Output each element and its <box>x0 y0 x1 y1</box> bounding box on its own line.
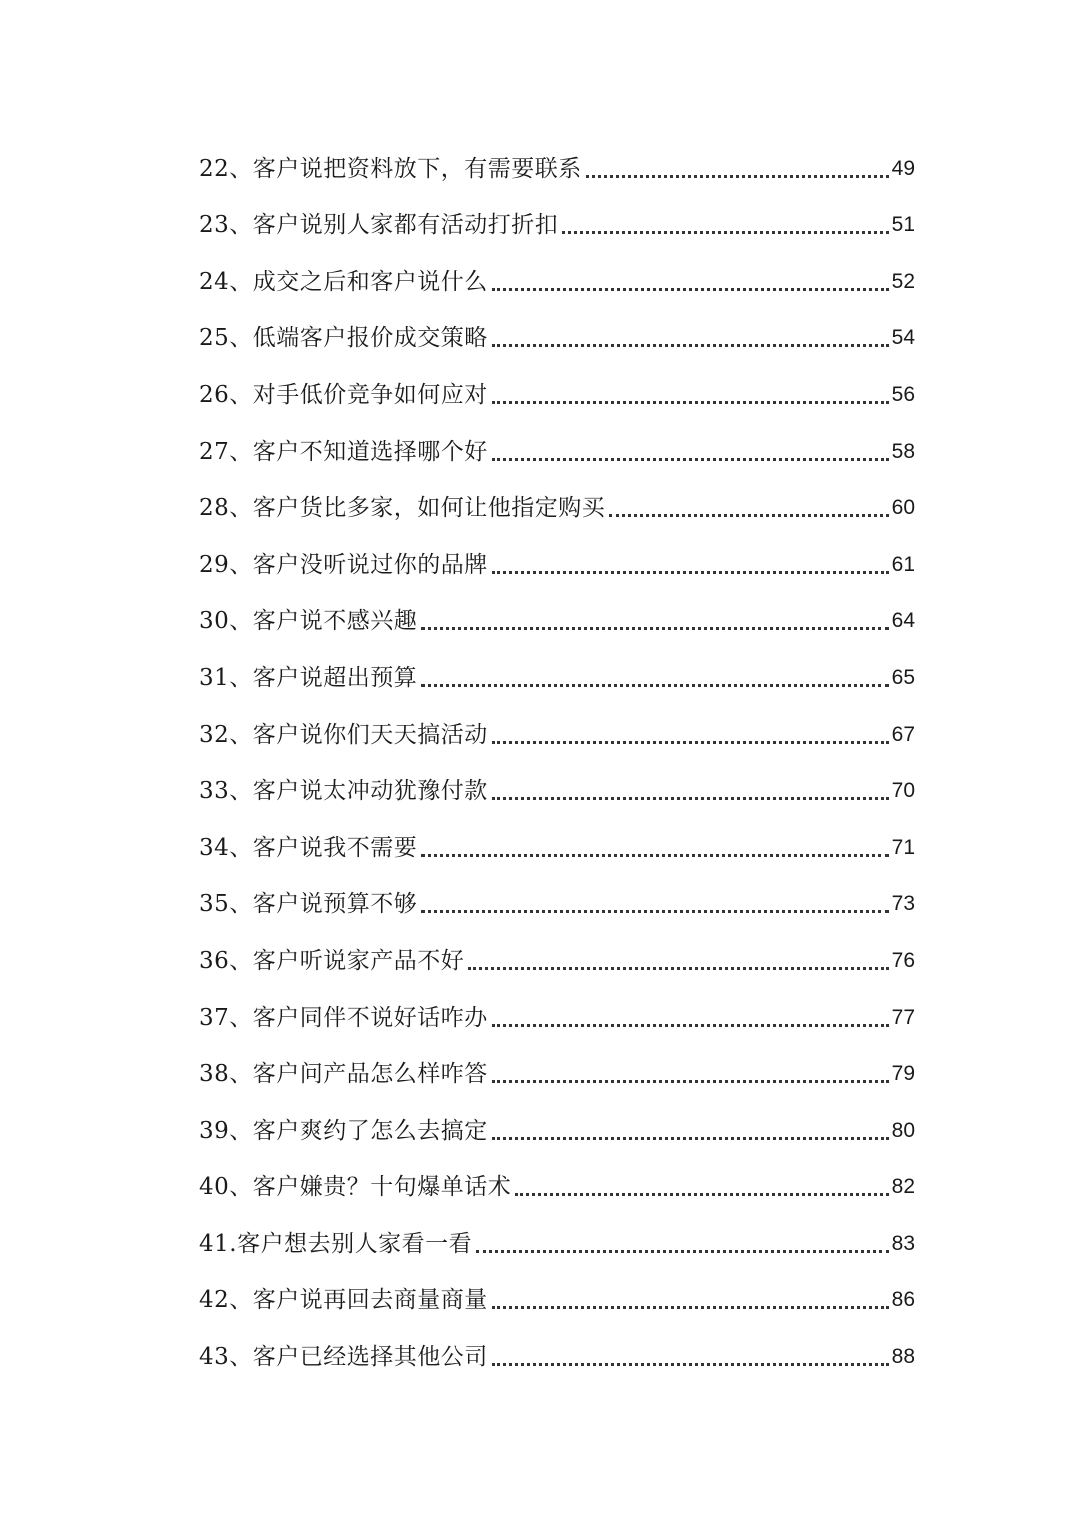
toc-entry <box>199 1041 915 1098</box>
toc-entry-page: 71 <box>891 835 915 859</box>
dot-leader <box>492 288 889 291</box>
toc-entry <box>199 1154 915 1211</box>
toc-entry-title: 30、客户说不感兴趣 <box>199 608 418 635</box>
toc-entry-title: 40、客户嫌贵？十句爆单话术 <box>199 1174 512 1201</box>
toc-entry-title: 35、客户说预算不够 <box>199 891 418 918</box>
toc-entry <box>199 1267 915 1324</box>
dot-leader <box>492 741 889 744</box>
toc-entry-page: 73 <box>891 892 915 916</box>
toc-entry-page: 61 <box>891 552 915 576</box>
toc-entry-title: 39、客户爽约了怎么去搞定 <box>199 1117 488 1144</box>
toc-entry <box>199 701 915 758</box>
toc-entry-title: 32、客户说你们天天搞活动 <box>199 721 488 748</box>
toc-entry <box>199 248 915 305</box>
toc-entry <box>199 758 915 815</box>
dot-leader <box>421 854 888 857</box>
toc-entry-title: 36、客户听说家产品不好 <box>199 947 465 974</box>
toc-entry-title: 26、对手低价竞争如何应对 <box>199 381 488 408</box>
dot-leader <box>492 458 889 461</box>
toc-entry <box>199 531 915 588</box>
toc-entry <box>199 1210 915 1267</box>
dot-leader <box>421 910 888 913</box>
toc-entry-title: 41.客户想去别人家看一看 <box>199 1230 473 1257</box>
toc-entry-page: 70 <box>891 779 915 803</box>
toc-entry-page: 56 <box>891 382 915 406</box>
toc-entry-page: 60 <box>891 496 915 520</box>
dot-leader <box>476 1250 889 1253</box>
dot-leader <box>492 1137 889 1140</box>
toc-entry <box>199 361 915 418</box>
toc-entry-title: 34、客户说我不需要 <box>199 834 418 861</box>
toc-entry-page: 83 <box>891 1231 915 1255</box>
toc-entry <box>199 305 915 362</box>
dot-leader <box>586 175 889 178</box>
toc-entry <box>199 135 915 192</box>
toc-entry-title: 25、低端客户报价成交策略 <box>199 325 488 352</box>
dot-leader <box>468 967 888 970</box>
toc-entry <box>199 644 915 701</box>
toc-entry-page: 80 <box>891 1118 915 1142</box>
dot-leader <box>492 797 889 800</box>
toc-entry-title: 23、客户说别人家都有活动打折扣 <box>199 212 559 239</box>
toc-entry-title: 33、客户说太冲动犹豫付款 <box>199 778 488 805</box>
toc-entry <box>199 814 915 871</box>
toc-entry-page: 49 <box>891 156 915 180</box>
toc-entry-page: 65 <box>891 665 915 689</box>
dot-leader <box>492 1363 889 1366</box>
toc-entry <box>199 1097 915 1154</box>
toc-entry-page: 79 <box>891 1062 915 1086</box>
dot-leader <box>515 1193 888 1196</box>
dot-leader <box>421 684 888 687</box>
toc-entry-title: 42、客户说再回去商量商量 <box>199 1287 488 1314</box>
toc-entry-title: 27、客户不知道选择哪个好 <box>199 438 488 465</box>
toc-entry-title: 28、客户货比多家，如何让他指定购买 <box>199 495 606 522</box>
toc-entry-page: 67 <box>891 722 915 746</box>
toc-entry <box>199 984 915 1041</box>
toc-entry <box>199 475 915 532</box>
toc-entry-page: 58 <box>891 439 915 463</box>
toc-entry <box>199 927 915 984</box>
toc-entry-title: 43、客户已经选择其他公司 <box>199 1344 488 1371</box>
dot-leader <box>492 1080 889 1083</box>
toc-entry <box>199 871 915 928</box>
toc-entry <box>199 588 915 645</box>
toc-entry-page: 82 <box>891 1175 915 1199</box>
dot-leader <box>492 571 889 574</box>
dot-leader <box>421 627 888 630</box>
toc-entry <box>199 192 915 249</box>
toc-entry-page: 76 <box>891 948 915 972</box>
toc-entry-page: 86 <box>891 1288 915 1312</box>
toc-entry <box>199 1323 915 1380</box>
toc-entry-title: 37、客户同伴不说好话咋办 <box>199 1004 488 1031</box>
dot-leader <box>562 231 888 234</box>
toc-entry-page: 88 <box>891 1345 915 1369</box>
toc-entry-page: 64 <box>891 609 915 633</box>
toc-entry-page: 51 <box>891 213 915 237</box>
toc-entry <box>199 418 915 475</box>
table-of-contents <box>199 135 915 1380</box>
toc-entry-title: 24、成交之后和客户说什么 <box>199 268 488 295</box>
dot-leader <box>492 401 889 404</box>
toc-entry-page: 77 <box>891 1005 915 1029</box>
toc-entry-page: 54 <box>891 326 915 350</box>
dot-leader <box>609 514 888 517</box>
toc-entry-page: 52 <box>891 269 915 293</box>
toc-entry-title: 38、客户问产品怎么样咋答 <box>199 1061 488 1088</box>
toc-entry-title: 22、客户说把资料放下，有需要联系 <box>199 155 582 182</box>
toc-entry-title: 31、客户说超出预算 <box>199 664 418 691</box>
toc-entry-title: 29、客户没听说过你的品牌 <box>199 551 488 578</box>
dot-leader <box>492 1306 889 1309</box>
dot-leader <box>492 344 889 347</box>
dot-leader <box>492 1024 889 1027</box>
